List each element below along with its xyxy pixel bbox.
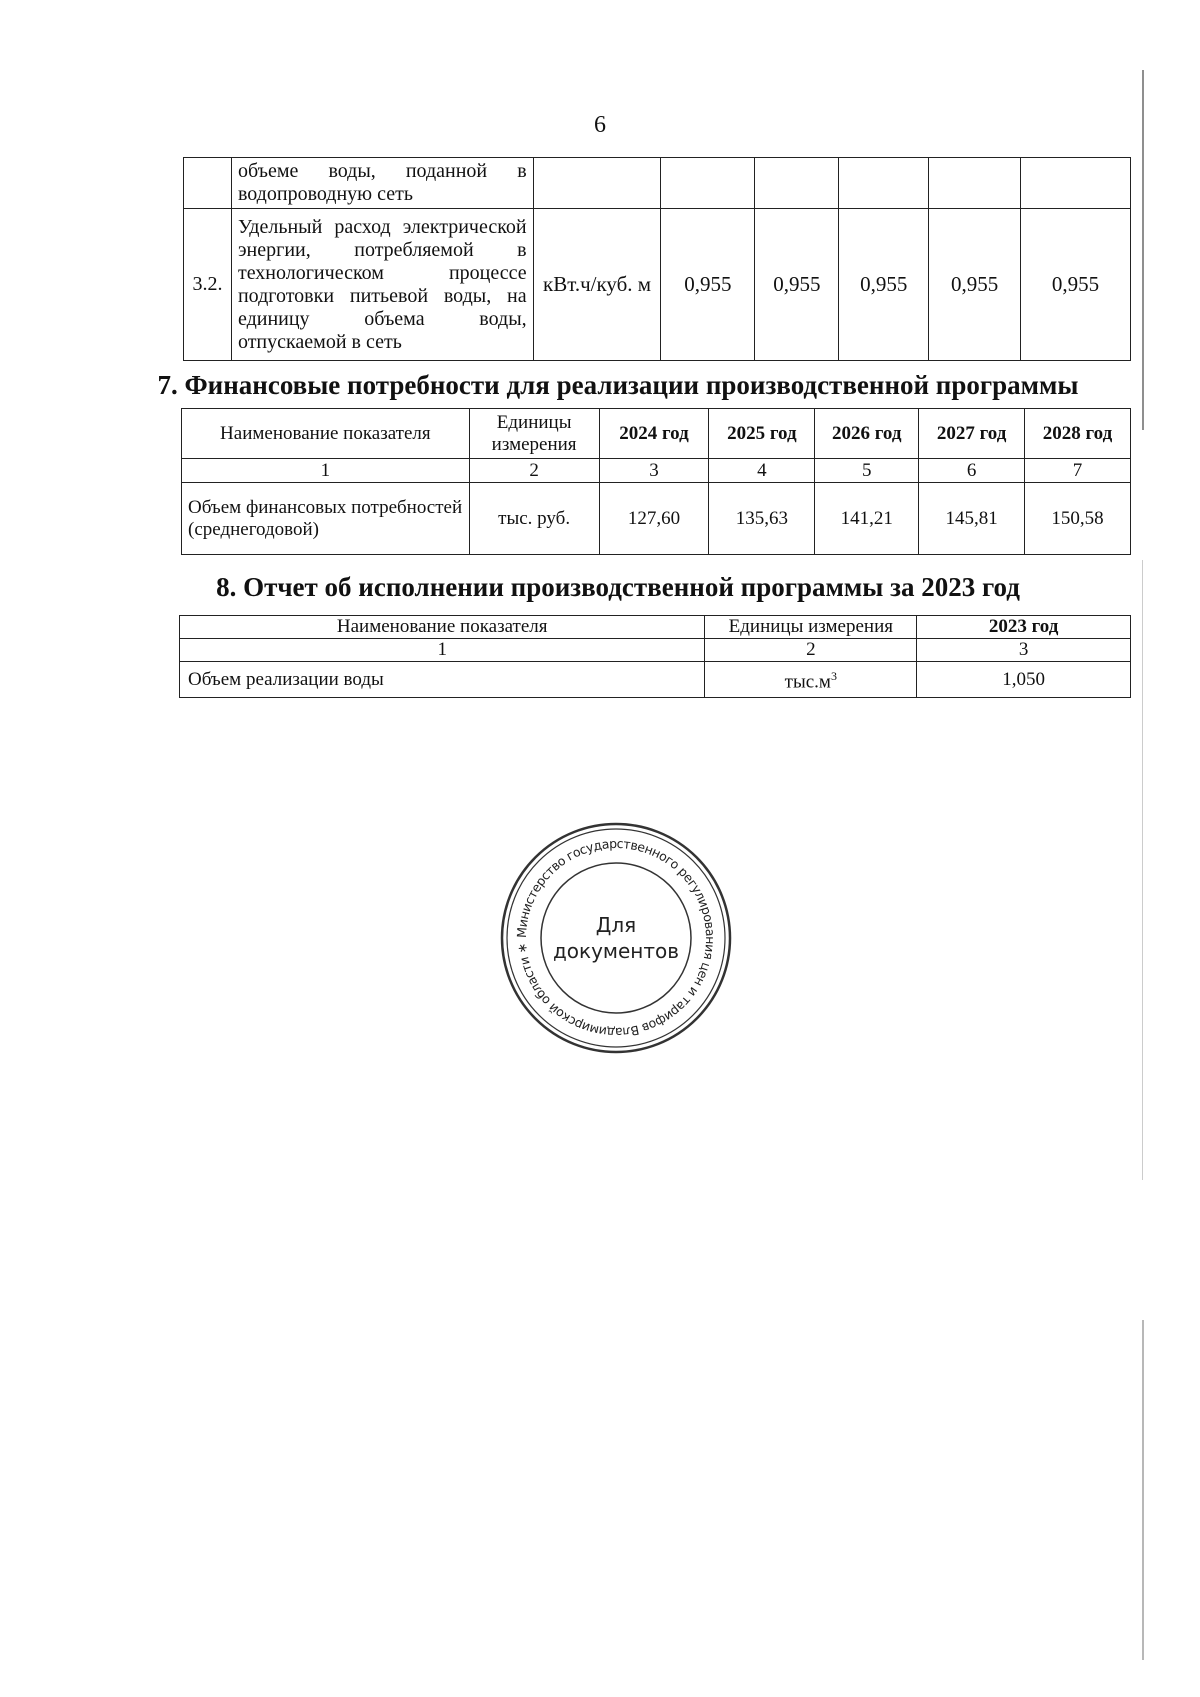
unit-text: тыс.м — [784, 671, 831, 693]
indicator-value — [929, 158, 1021, 209]
indicator-unit: тыс. руб. — [469, 483, 599, 555]
column-number-row — [182, 459, 1131, 483]
column-number: 4 — [709, 459, 815, 483]
column-header: 2026 год — [815, 409, 919, 459]
scan-edge-line — [1142, 560, 1143, 1180]
indicator-value: 135,63 — [709, 483, 815, 555]
indicator-value: 150,58 — [1025, 483, 1131, 555]
stamp-ring-textpath: Министерство государственного регулирования цен и тарифов Владимирской области ∗ — [513, 835, 719, 1041]
official-stamp — [496, 818, 736, 1058]
column-number: 1 — [182, 459, 470, 483]
column-header: Единицы измерения — [705, 616, 917, 639]
indicator-value — [661, 158, 755, 209]
stamp-inner-ring — [541, 863, 691, 1013]
stamp-outer-ring — [502, 824, 730, 1052]
indicator-name: объеме воды, поданной в водопроводную сеть — [231, 158, 533, 209]
column-number: 3 — [599, 459, 709, 483]
indicator-value: 0,955 — [755, 209, 839, 361]
row-number — [184, 158, 232, 209]
column-number: 6 — [919, 459, 1025, 483]
column-header: Наименование показателя — [182, 409, 470, 459]
stamp-center-line2: документов — [552, 939, 680, 963]
table-row — [184, 158, 1131, 209]
indicator-value: 0,955 — [1021, 209, 1131, 361]
section-8-heading: 8. Отчет об исполнении производственной программы за 2023 год — [216, 572, 1020, 602]
indicator-unit — [705, 662, 917, 698]
table-header-row — [182, 409, 1131, 459]
indicator-unit — [533, 158, 661, 209]
report-table — [179, 615, 1131, 698]
table-header-row — [180, 616, 1131, 639]
indicator-unit: кВт.ч/куб. м — [533, 209, 661, 361]
unit-superscript: 3 — [830, 669, 837, 684]
table-row — [184, 209, 1131, 361]
stamp-ring-text — [514, 836, 718, 1040]
column-number: 3 — [917, 639, 1131, 662]
indicator-value — [755, 158, 839, 209]
column-number: 2 — [469, 459, 599, 483]
stamp-center-line1: Для — [595, 913, 637, 937]
column-header: 2027 год — [919, 409, 1025, 459]
column-number: 2 — [705, 639, 917, 662]
column-number: 7 — [1025, 459, 1131, 483]
scan-edge-line — [1142, 70, 1144, 430]
column-header: 2024 год — [599, 409, 709, 459]
indicator-name: Удельный расход электрической энергии, потребляемой в технологическом процессе подготовки питьевой воды, на единицу объема воды, отпускаемой в сеть — [231, 209, 533, 361]
indicator-value: 145,81 — [919, 483, 1025, 555]
indicator-name: Объем реализации воды — [180, 662, 705, 698]
indicator-name: Объем финансовых потребностей (среднегодовой) — [182, 483, 470, 555]
indicator-value — [1021, 158, 1131, 209]
table-row — [182, 483, 1131, 555]
column-number-row — [180, 639, 1131, 662]
column-header: 2023 год — [917, 616, 1131, 639]
indicator-value — [839, 158, 929, 209]
section-7-heading: 7. Финансовые потребности для реализации производственной программы — [157, 370, 1079, 400]
column-header: Наименование показателя — [180, 616, 705, 639]
indicator-value: 127,60 — [599, 483, 709, 555]
column-number: 5 — [815, 459, 919, 483]
financial-needs-table — [181, 408, 1131, 555]
indicator-value: 0,955 — [661, 209, 755, 361]
column-header: Единицы измерения — [469, 409, 599, 459]
scan-edge-line — [1142, 1320, 1144, 1660]
indicator-value: 0,955 — [929, 209, 1021, 361]
indicators-table — [183, 157, 1131, 361]
column-number: 1 — [180, 639, 705, 662]
column-header: 2025 год — [709, 409, 815, 459]
table-row — [180, 662, 1131, 698]
stamp-outer-ring-thin — [507, 829, 725, 1047]
indicator-value: 141,21 — [815, 483, 919, 555]
indicator-value: 1,050 — [917, 662, 1131, 698]
row-number: 3.2. — [184, 209, 232, 361]
page-number: 6 — [594, 112, 606, 138]
column-header: 2028 год — [1025, 409, 1131, 459]
indicator-value: 0,955 — [839, 209, 929, 361]
